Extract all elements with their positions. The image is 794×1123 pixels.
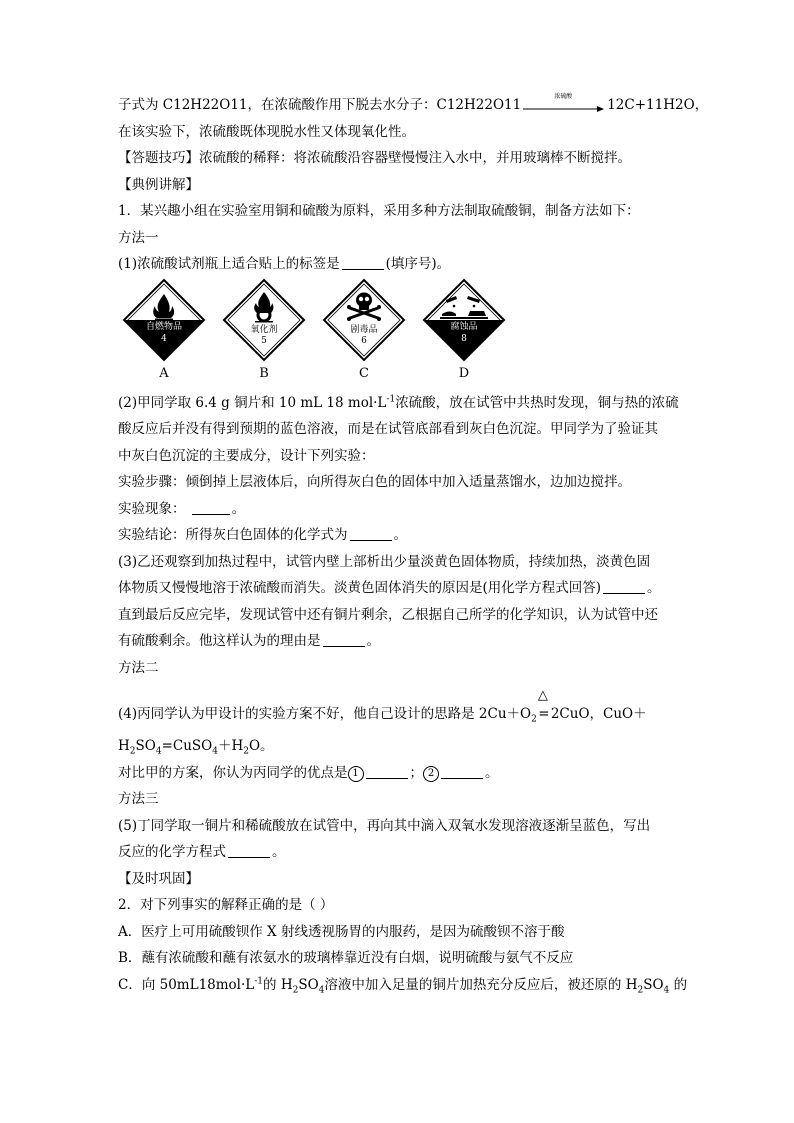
text: 有硫酸剩余。他这样认为的理由是 bbox=[118, 633, 321, 649]
text: 。 bbox=[393, 527, 407, 543]
answer-blank[interactable] bbox=[350, 526, 392, 541]
text-line bbox=[118, 416, 693, 443]
option-c[interactable] bbox=[118, 972, 693, 999]
text: B．蘸有浓硫酸和蘸有浓氨水的玻璃棒靠近没有白烟，说明硫酸与氨气不反应 bbox=[118, 950, 574, 966]
option-letter: A bbox=[159, 365, 169, 381]
text: =CuSO bbox=[161, 738, 213, 754]
method-heading bbox=[118, 655, 693, 682]
option-letter: B bbox=[259, 365, 269, 381]
text-line bbox=[118, 522, 693, 549]
label-name: 剧毒品 bbox=[350, 324, 378, 335]
method-heading bbox=[118, 786, 693, 813]
document-body bbox=[118, 92, 709, 998]
equation-line bbox=[118, 733, 693, 760]
subscript: 4 bbox=[318, 985, 325, 996]
text-line bbox=[118, 92, 709, 119]
text: 溶液中加入足量的铜片加热充分反应后，被还原的 H bbox=[324, 976, 638, 993]
superscript: -1 bbox=[386, 394, 396, 404]
tip-line bbox=[118, 145, 693, 172]
circled-number: 2 bbox=[423, 766, 439, 782]
text-line bbox=[118, 469, 693, 496]
text: 【典例讲解】 bbox=[118, 176, 199, 193]
answer-blank[interactable] bbox=[603, 579, 645, 594]
text: (填序号)。 bbox=[385, 256, 451, 272]
text: 。 bbox=[647, 580, 661, 596]
text: C．向 50mL18mol·L bbox=[118, 976, 255, 993]
reaction-arrow bbox=[523, 92, 605, 113]
text: (3)乙还观察到加热过程中，试管内壁上部析出少量淡黄色固体物质，持续加热，淡黄色固 bbox=[118, 553, 651, 570]
section-heading bbox=[118, 866, 693, 893]
question-1-stem bbox=[118, 198, 693, 225]
heat-icon: △ bbox=[537, 688, 548, 703]
text: 【及时巩固】 bbox=[118, 870, 199, 887]
corrosion-icon bbox=[422, 278, 506, 362]
text: 方法二 bbox=[118, 659, 159, 676]
text: 实验结论：所得灰白色固体的化学式为 bbox=[118, 527, 348, 543]
subscript: 2 bbox=[129, 746, 136, 757]
text: H bbox=[118, 738, 130, 754]
hazard-labels-row bbox=[118, 278, 693, 390]
subquestion-2 bbox=[118, 390, 693, 417]
text: 在该实验下，浓硫酸既体现脱水性又体现氧化性。 bbox=[118, 123, 415, 140]
subscript: 4 bbox=[663, 985, 670, 996]
text: ； bbox=[409, 764, 423, 781]
hazard-label-d bbox=[422, 278, 506, 362]
text: 子式为 C12H22O11，在浓硫酸作用下脱去水分子：C12H22O11 bbox=[118, 97, 522, 113]
text: 。 bbox=[366, 633, 380, 649]
option-a[interactable] bbox=[118, 919, 693, 946]
text: A．医疗上可用硫酸钡作 X 射线透视肠胃的内服药，是因为硫酸钡不溶于酸 bbox=[118, 923, 565, 940]
flame-icon bbox=[122, 278, 206, 362]
text: 1．某兴趣小组在实验室用铜和硫酸为原料，采用多种方法制取硫酸铜，制备方法如下： bbox=[118, 203, 640, 219]
subscript: 2 bbox=[243, 746, 249, 757]
question-2-stem bbox=[118, 892, 693, 919]
circled-number: 1 bbox=[348, 766, 364, 782]
text-line bbox=[118, 496, 693, 523]
superscript: -1 bbox=[254, 976, 264, 986]
skull-crossbones-icon bbox=[322, 278, 406, 362]
section-heading bbox=[118, 172, 693, 199]
text: 。 bbox=[231, 500, 246, 517]
answer-blank[interactable] bbox=[228, 843, 270, 858]
answer-blank[interactable] bbox=[366, 764, 408, 779]
label-name: 自燃物品 bbox=[145, 321, 182, 332]
equals-sign: = bbox=[538, 706, 550, 722]
label-top-half bbox=[324, 280, 404, 360]
option-letter: D bbox=[458, 365, 470, 381]
text: 体物质又慢慢地溶于浓硫酸而消失。淡黄色固体消失的原因是(用化学方程式回答) bbox=[118, 580, 602, 596]
text: SO bbox=[643, 976, 664, 993]
label-class-number: 4 bbox=[161, 333, 167, 344]
subquestion-3 bbox=[118, 549, 693, 576]
text: 浓硫酸，放在试管中共热时发现，铜与热的浓硫 bbox=[395, 394, 679, 411]
label-class-number: 5 bbox=[261, 335, 267, 346]
text: 实验现象： bbox=[118, 500, 186, 517]
subquestion-5 bbox=[118, 813, 693, 840]
text: SO bbox=[135, 738, 156, 754]
text: 对比甲的方案，你认为丙同学的优点是 bbox=[118, 764, 348, 781]
flame-over-circle-icon bbox=[222, 278, 306, 362]
text: 12C+11H2O， bbox=[607, 97, 709, 113]
text-line bbox=[118, 119, 693, 146]
hazard-label-b bbox=[222, 278, 306, 362]
text-line bbox=[118, 628, 693, 655]
text: 。 bbox=[272, 844, 286, 860]
text: O。 bbox=[248, 738, 274, 754]
text: 方法三 bbox=[118, 791, 159, 807]
text: SO bbox=[298, 976, 319, 993]
text: 实验步骤：倾倒掉上层液体后，向所得灰白色的固体中加入适量蒸馏水，边加边搅拌。 bbox=[118, 474, 631, 490]
text: 酸反应后并没有得到预期的蓝色溶液，而是在试管底部看到灰白色沉淀。甲同学为了验证其 bbox=[118, 421, 658, 437]
text: 的 bbox=[669, 976, 688, 993]
text-line bbox=[118, 602, 693, 629]
subscript: 2 bbox=[292, 985, 299, 996]
text: 【答题技巧】浓硫酸的稀释：将浓硫酸沿容器壁慢慢注入水中，并用玻璃棒不断搅拌。 bbox=[118, 150, 631, 166]
answer-blank[interactable] bbox=[342, 255, 384, 270]
method-heading bbox=[118, 225, 693, 252]
subquestion-1 bbox=[118, 251, 693, 278]
text: ＋H bbox=[217, 738, 244, 754]
label-class-number: 8 bbox=[461, 333, 467, 344]
text: 方法一 bbox=[118, 229, 159, 246]
text: (2)甲同学取 6.4 g 铜片和 10 mL 18 mol·L bbox=[118, 394, 387, 411]
answer-blank[interactable] bbox=[323, 632, 365, 647]
label-name: 氧化剂 bbox=[250, 324, 278, 335]
subscript: 2 bbox=[637, 985, 644, 996]
option-b[interactable] bbox=[118, 945, 693, 972]
text: 2CuO，CuO＋ bbox=[550, 706, 647, 722]
answer-blank[interactable] bbox=[441, 764, 483, 779]
text: (5)丁同学取一铜片和稀硫酸放在试管中，再向其中滴入双氧水发现溶液逐渐呈蓝色，写出 bbox=[118, 817, 651, 834]
text: (4)丙同学认为甲设计的实验方案不好，他自己设计的思路是 2Cu＋O bbox=[118, 706, 532, 722]
text: 。 bbox=[485, 764, 499, 781]
heating-condition bbox=[537, 688, 551, 728]
hazard-label-a bbox=[122, 278, 206, 362]
reaction-condition: 浓硫酸 bbox=[554, 92, 573, 100]
label-class-number: 6 bbox=[361, 335, 367, 346]
subquestion-4 bbox=[118, 681, 693, 733]
text: (1)浓硫酸试剂瓶上适合贴上的标签是 bbox=[118, 256, 340, 272]
label-name: 腐蚀品 bbox=[450, 321, 478, 332]
text: 直到最后反应完毕，发现试管中还有铜片剩余，乙根据自己所学的化学知识，认为试管中还 bbox=[118, 606, 658, 623]
option-letter: C bbox=[359, 365, 369, 381]
text-line bbox=[118, 839, 693, 866]
subscript: 4 bbox=[212, 746, 218, 757]
text: 的 H bbox=[263, 976, 293, 993]
answer-blank[interactable] bbox=[192, 500, 230, 515]
text: 2．对下列事实的解释正确的是（ ） bbox=[118, 897, 334, 913]
subscript: 4 bbox=[155, 746, 162, 757]
text-line bbox=[118, 760, 693, 787]
hazard-label-c bbox=[322, 278, 406, 362]
text-line bbox=[118, 575, 693, 602]
text: 反应的化学方程式 bbox=[118, 844, 226, 860]
subscript: 2 bbox=[531, 714, 537, 725]
text: 中灰白色沉淀的主要成分，设计下列实验： bbox=[118, 447, 375, 464]
text-line bbox=[118, 443, 693, 470]
